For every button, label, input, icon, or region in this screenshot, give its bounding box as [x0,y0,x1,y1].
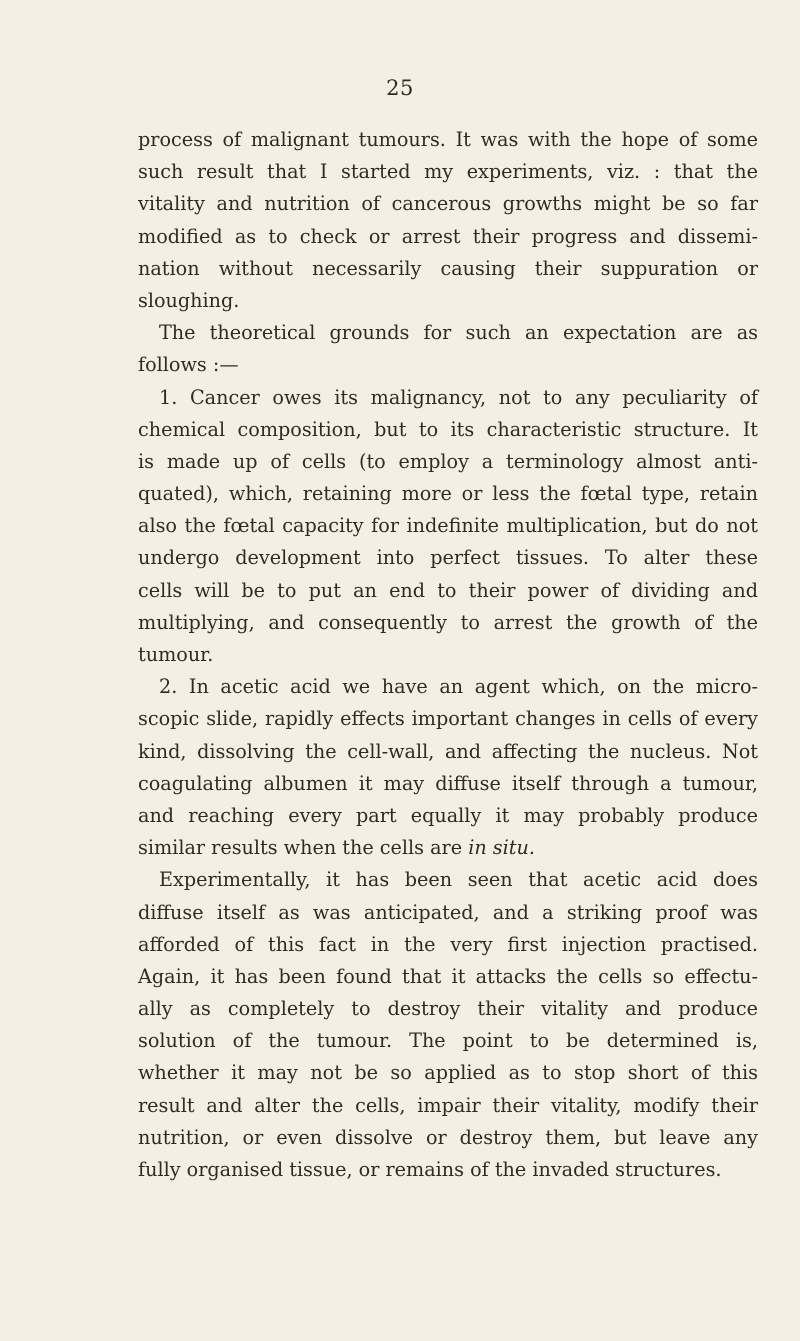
text-line: sloughing. [138,288,240,312]
text-line: also the fœtal capacity for indefinite multiplication, but do not [138,514,758,538]
text-line: afforded of this fact in the very first injection practised. [138,932,758,956]
text-line: multiplying, and consequently to arrest the growth of the [138,610,758,634]
text-line: cells will be to put an end to their power of dividing and [138,578,758,602]
text-line: result and alter the cells, impair their vitality, modify their [138,1093,758,1117]
text-line: 2. In acetic acid we have an agent which, on the micro- [159,675,758,699]
body-text [138,124,758,1186]
text-line: whether it may not be so applied as to stop short of this [138,1061,758,1085]
text-line: kind, dissolving the cell-wall, and affecting the nucleus. Not [138,739,758,763]
text-line: similar results when the cells are [138,836,463,860]
text-line: Again, it has been found that it attacks the cells so effectu- [138,964,758,988]
text-line: scopic slide, rapidly effects important changes in cells of every [138,707,758,731]
text-line: tumour. [138,643,214,666]
text-line-with-italic [138,832,758,864]
text-line: diffuse itself as was anticipated, and a striking proof was [138,900,758,924]
page-number: 25 [386,76,414,100]
text-line: chemical composition, but to its characteristic structure. It [138,417,758,441]
text-line: process of malignant tumours. It was with the hope of some [138,128,758,151]
text-line: nation without necessarily causing their suppuration or [138,256,758,280]
text-line: such result that I started my experiments, viz. : that the [138,160,758,184]
text-line: The theoretical grounds for such an expectation are as [159,321,758,345]
text-line: nutrition, or even dissolve or destroy them, but leave any [138,1125,758,1149]
text-line: solution of the tumour. The point to be determined is, [138,1029,758,1053]
text-line: fully organised tissue, or remains of the invaded structures. [138,1158,722,1181]
text-line: modified as to check or arrest their progress and dissemi- [138,224,758,248]
text-line: undergo development into perfect tissues. To alter these [138,546,758,570]
text-line: 1. Cancer owes its malignancy, not to any peculiarity of [159,385,758,409]
text-line: Experimentally, it has been seen that acetic acid does [159,868,758,892]
text-line: quated), which, retaining more or less the fœtal type, retain [138,482,758,506]
text-line: follows :— [138,353,239,377]
text-line: is made up of cells (to employ a terminology almost anti- [138,449,758,473]
text-line: vitality and nutrition of cancerous growths might be so far [138,192,758,216]
text-line: coagulating albumen it may diffuse itself through a tumour, [138,771,758,795]
text-line: and reaching every part equally it may probably produce [138,803,758,827]
text-line: ally as completely to destroy their vitality and produce [138,997,758,1021]
italic-phrase: in situ. [468,836,535,860]
